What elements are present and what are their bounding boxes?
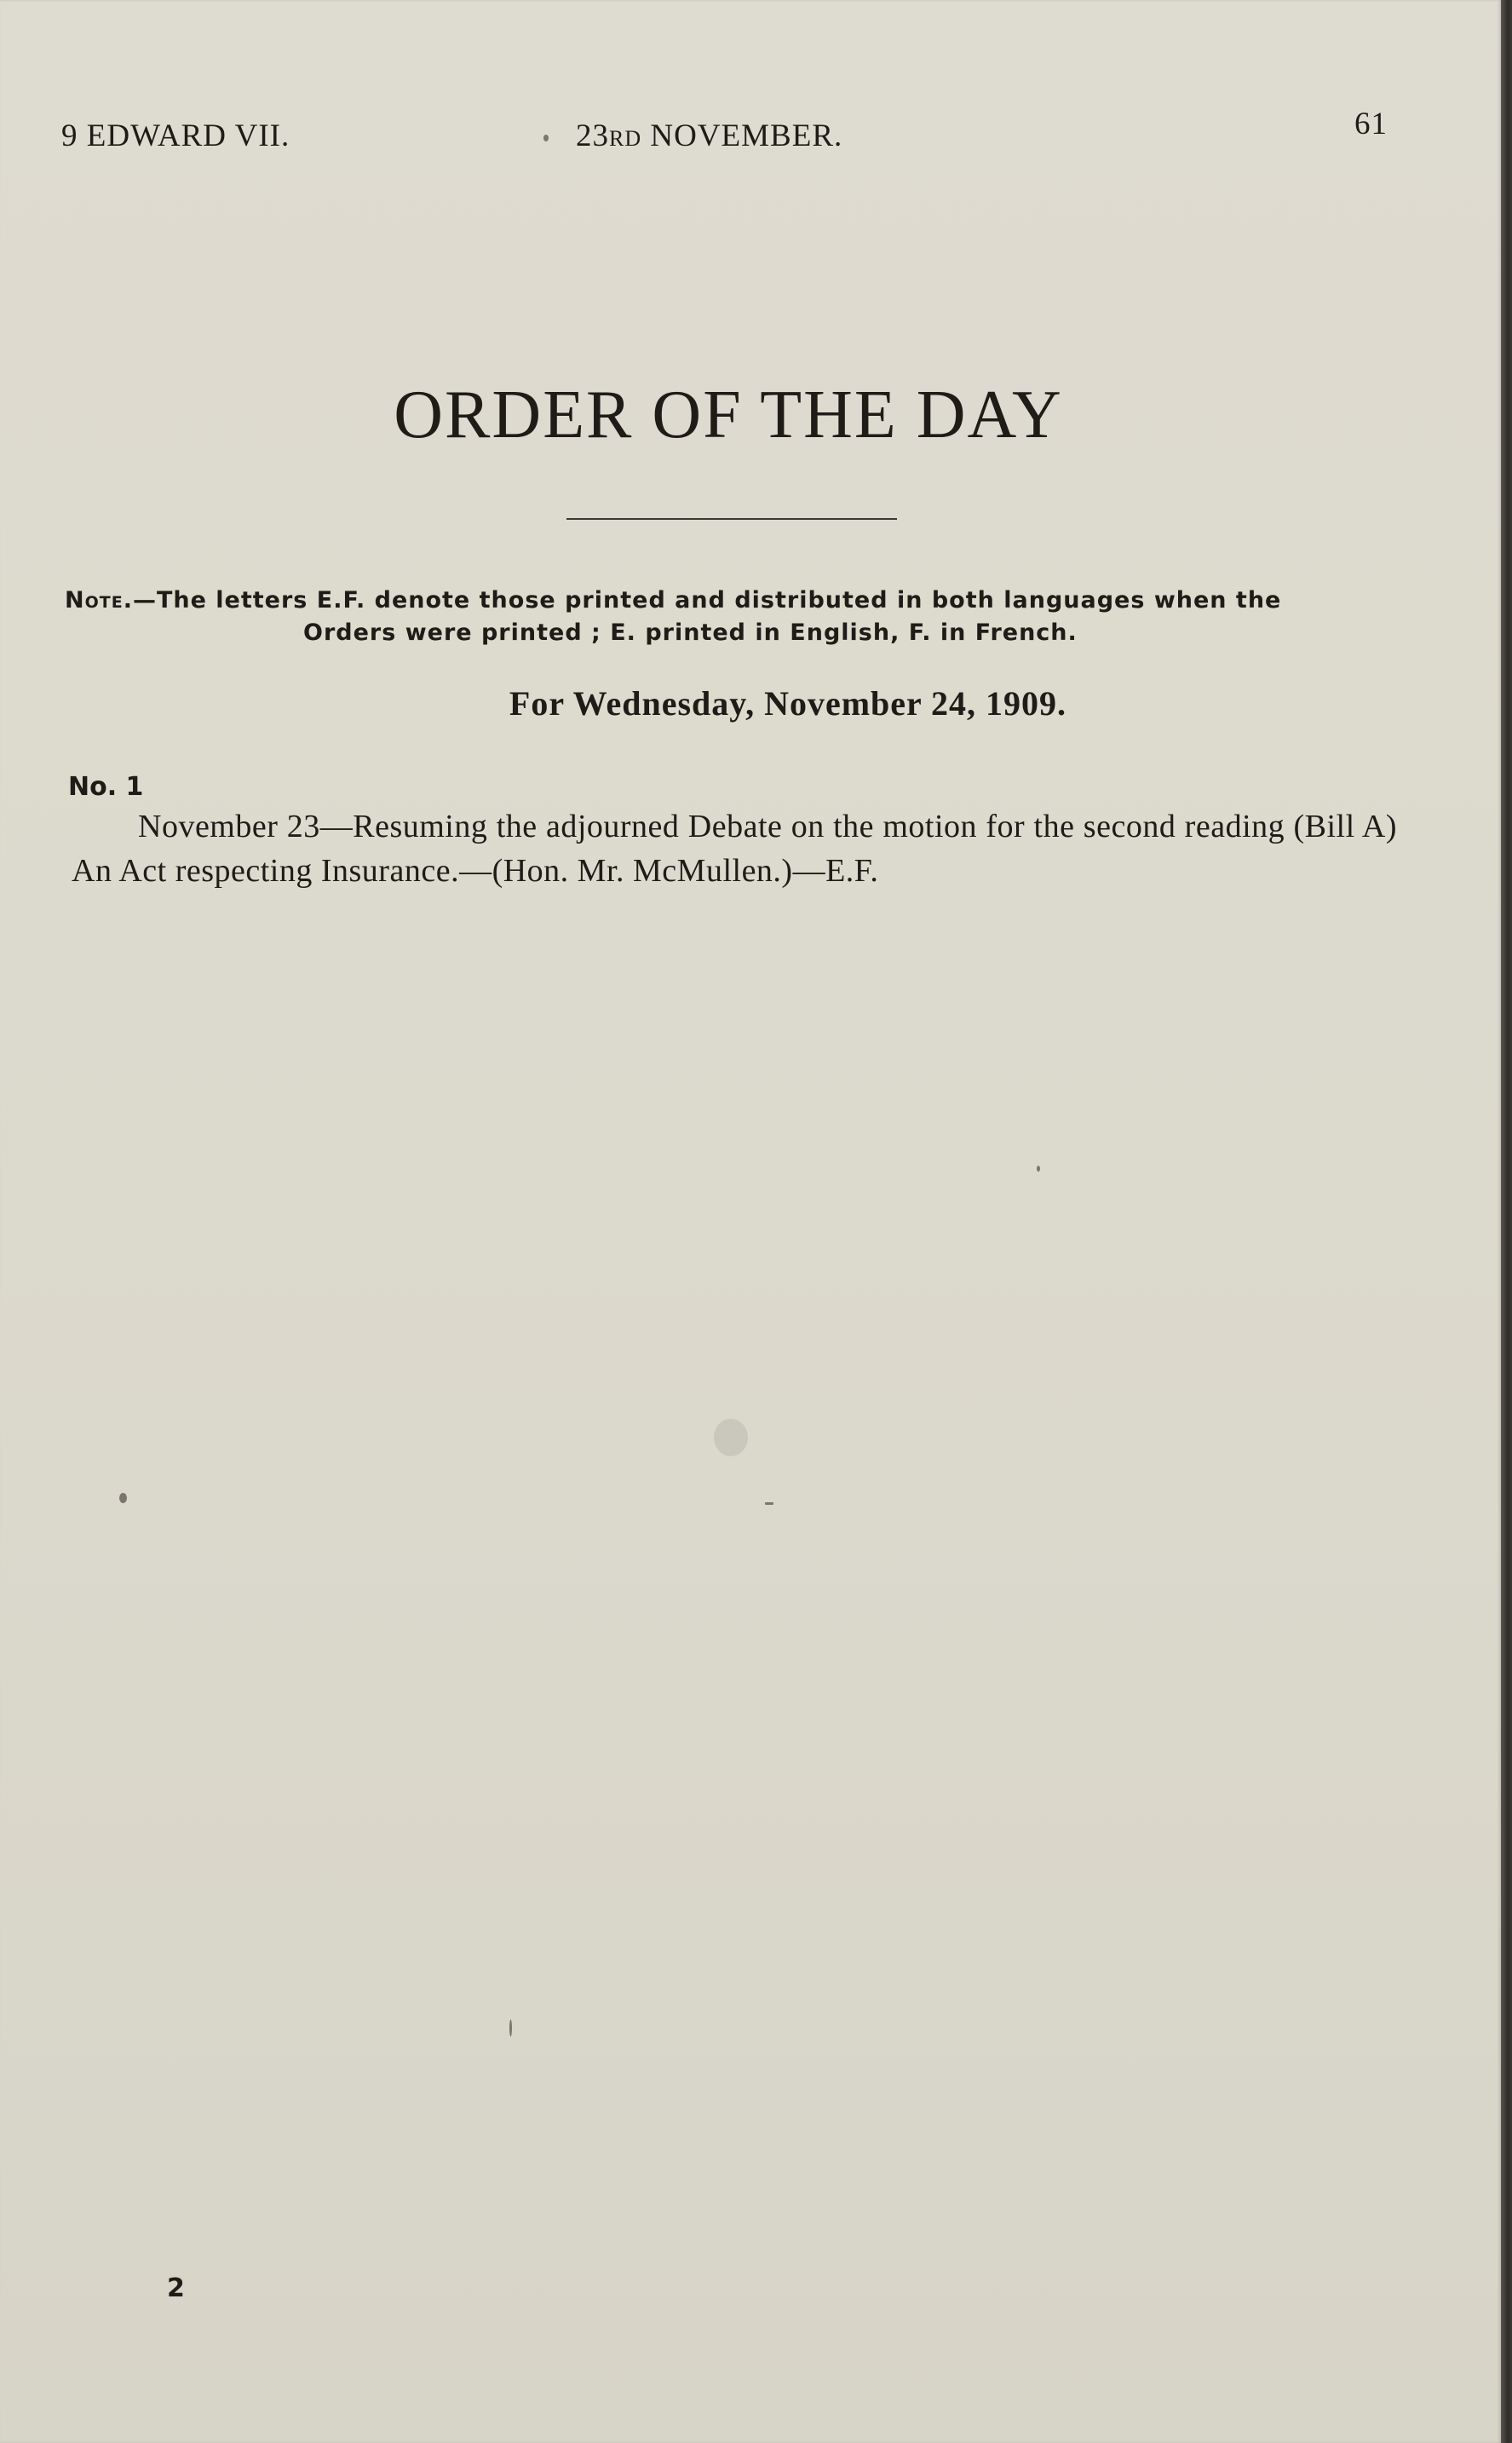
- date-heading-ordinal: RD: [609, 126, 642, 151]
- note-line-2: Orders were printed ; E. printed in English, F. in French.: [303, 619, 1078, 646]
- paper-speck: [714, 1419, 748, 1456]
- date-heading: [576, 118, 842, 154]
- note-label: Note.: [65, 587, 133, 614]
- signature-mark: 2: [167, 2273, 185, 2303]
- title-divider: [566, 518, 897, 520]
- page-edge: [1501, 0, 1512, 2443]
- paper-speck: [765, 1502, 773, 1505]
- paper-speck: [1037, 1166, 1040, 1172]
- item-text: November 23—Resuming the adjourned Debate on the motion for the second reading (Bill A) An Act respecting Insurance.—(Hon. Mr. McMullen.)—E.F.: [72, 809, 1397, 889]
- order-date: For Wednesday, November 24, 1909.: [509, 684, 1067, 723]
- note-paragraph: [65, 585, 1394, 649]
- item-number: No. 1: [68, 772, 144, 802]
- date-heading-day: 23: [576, 118, 609, 153]
- date-heading-month: NOVEMBER.: [641, 118, 843, 153]
- paper-speck: [543, 135, 549, 141]
- session-label: 9 EDWARD VII.: [61, 118, 290, 153]
- paper-speck: [509, 2020, 512, 2037]
- page-number: 61: [1354, 107, 1388, 141]
- note-line-1: —The letters E.F. denote those printed and distributed in both languages when the: [132, 587, 1282, 614]
- paper-speck: [119, 1493, 127, 1503]
- page-title: ORDER OF THE DAY: [394, 377, 1063, 452]
